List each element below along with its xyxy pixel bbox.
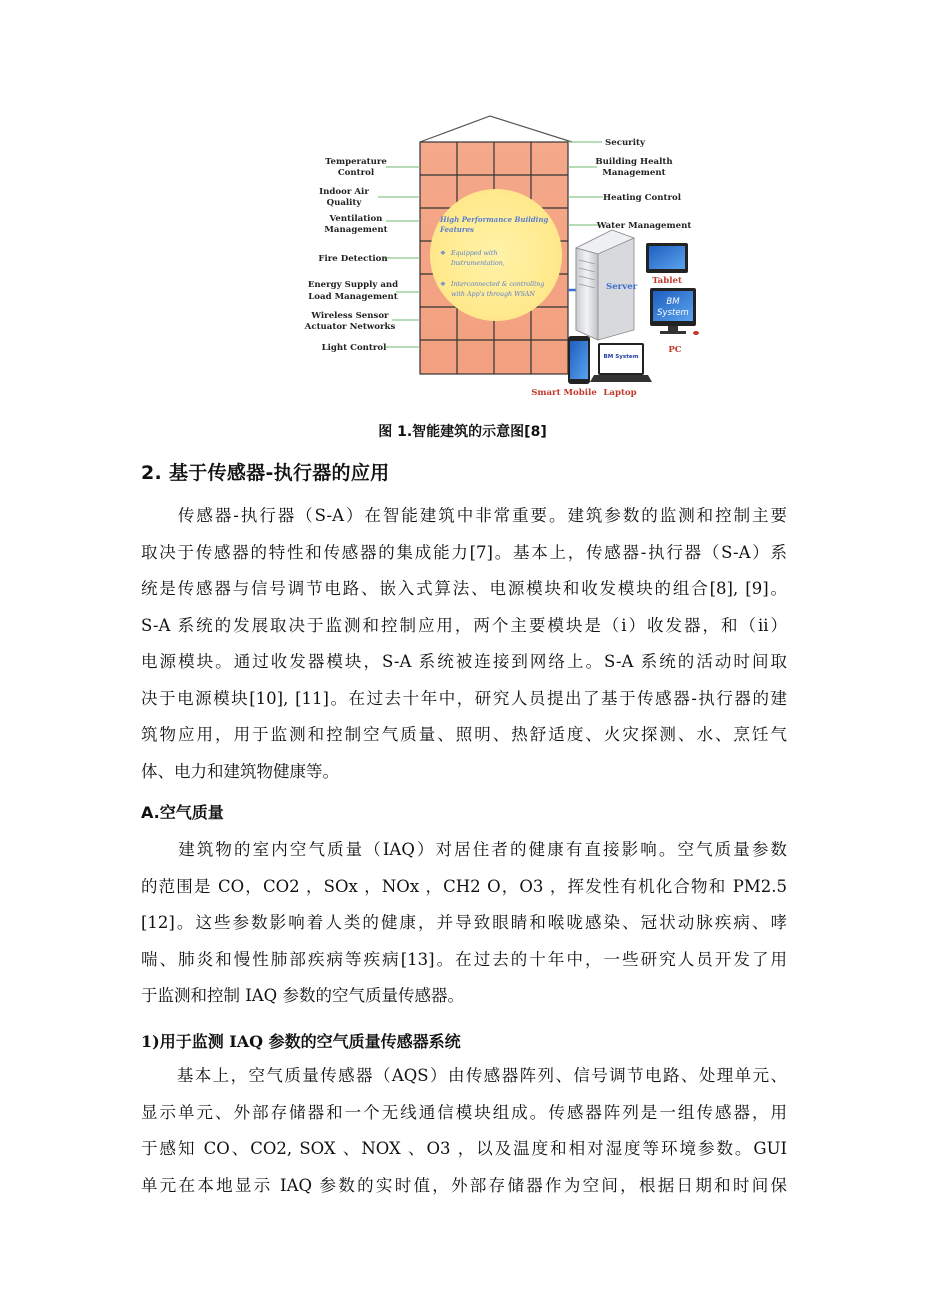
circle-title-1: High Performance Building <box>440 215 549 224</box>
label-pc: PC <box>668 345 682 355</box>
text-line: S-A 系统的发展取决于监测和控制应用，两个主要模块是（i）收发器，和（ii） <box>141 615 787 635</box>
label-fire-detection: Fire Detection <box>318 254 388 264</box>
text-line: 取决于传感器的特性和传感器的集成能力[7]。基本上，传感器-执行器（S-A）系 <box>141 542 787 562</box>
circle-bullet-2a: Interconnected & controlling <box>451 281 545 288</box>
section-title: 2. 基于传感器-执行器的应用 <box>141 462 390 484</box>
right-connectors <box>568 142 603 225</box>
text-line: 传感器-执行器（S-A）在智能建筑中非常重要。建筑参数的监测和控制主要 <box>141 506 787 525</box>
label-security: Security <box>605 138 645 148</box>
pc-screen-line-2: System <box>657 308 689 318</box>
text-line: [12]。这些参数影响着人类的健康，并导致眼睛和喉咙感染、冠状动脉疾病、哮 <box>141 913 787 932</box>
pc-screen-line-1: BM <box>666 297 680 307</box>
text-line: 建筑物的室内空气质量（IAQ）对居住者的健康有直接影响。空气质量参数 <box>141 840 787 859</box>
circle-bullet-1a: Equipped with <box>451 250 498 257</box>
subsection-air-quality: A.空气质量 <box>141 803 224 822</box>
label-wsan-1: Wireless Sensor <box>311 311 389 321</box>
text-line: 筑物应用，用于监测和控制空气质量、照明、热舒适度、火灾探测、水、烹饪气 <box>141 725 787 744</box>
laptop-icon <box>590 343 652 398</box>
label-tablet: Tablet <box>652 276 682 286</box>
label-server: Server <box>606 282 638 292</box>
paragraph-sa-intro <box>141 498 787 790</box>
text-line: 显示单元、外部存储器和一个无线通信模块组成。传感器阵列是一组传感器，用 <box>141 1102 787 1122</box>
text-line: 基本上，空气质量传感器（AQS）由传感器阵列、信号调节电路、处理单元、 <box>141 1066 787 1085</box>
roof-outline <box>420 116 572 142</box>
text-line: 单元在本地显示 IAQ 参数的实时值，外部存储器作为空间，根据日期和时间保 <box>141 1175 787 1195</box>
text-line: 电源模块。通过收发器模块，S-A 系统被连接到网络上。S-A 系统的活动时间取 <box>141 652 787 671</box>
label-building-health-1: Building Health <box>595 157 673 167</box>
label-building-health-2: Management <box>602 168 666 178</box>
text-line: 喘、肺炎和慢性肺部疾病等疾病[13]。在过去的十年中，一些研究人员开发了用 <box>141 949 787 969</box>
text-line: 体、电力和建筑物健康等。 <box>141 761 339 781</box>
pc-monitor-icon <box>650 288 699 355</box>
laptop-screen-text: BM System <box>603 354 639 360</box>
circle-bullet-1b: Instrumentation, <box>451 260 505 267</box>
paragraph-aqs <box>141 1058 787 1204</box>
text-line: 决于电源模块[10], [11]。在过去十年中，研究人员提出了基于传感器-执行器的建 <box>141 688 787 708</box>
label-laptop: Laptop <box>603 388 637 398</box>
label-ventilation-2: Management <box>324 225 388 235</box>
label-temperature-control-2: Control <box>337 168 375 178</box>
label-energy-supply-1: Energy Supply and <box>307 280 399 290</box>
label-wsan-2: Actuator Networks <box>304 322 396 332</box>
tablet-icon <box>646 243 688 286</box>
label-indoor-air-2: Quality <box>326 198 362 208</box>
server-icon <box>576 230 638 340</box>
text-line: 于监测和控制 IAQ 参数的空气质量传感器。 <box>141 986 464 1005</box>
circle-bullet-2b: with App's through WSAN <box>451 291 535 298</box>
circle-title-2: Features <box>440 225 474 234</box>
label-ventilation-1: Ventilation <box>329 214 383 224</box>
label-water-management: Water Management <box>596 221 692 231</box>
label-temperature-control-1: Temperature <box>325 157 387 167</box>
smart-building-figure <box>300 108 720 408</box>
label-energy-supply-2: Load Management <box>308 292 398 302</box>
text-line: 的范围是 CO，CO2 ，SOx ，NOx ，CH2 O，O3 ，挥发性有机化合物和 PM2.5 <box>141 876 787 896</box>
features-circle <box>430 189 562 321</box>
svg-text:❖: ❖ <box>440 280 446 288</box>
label-smart-mobile: Smart Mobile <box>531 388 597 398</box>
label-indoor-air-1: Indoor Air <box>319 187 369 197</box>
label-heating-control: Heating Control <box>603 193 681 203</box>
figure-caption: 图 1.智能建筑的示意图[8] <box>378 424 547 440</box>
text-line: 于感知 CO、CO2, SOX 、NOX 、O3 ，以及温度和相对湿度等环境参数。GUI <box>141 1139 787 1158</box>
svg-text:❖: ❖ <box>440 249 446 257</box>
text-line: 统是传感器与信号调节电路、嵌入式算法、电源模块和收发模块的组合[8], [9]。 <box>141 579 787 598</box>
subsection-aqs-system: 1)用于监测 IAQ 参数的空气质量传感器系统 <box>141 1032 461 1051</box>
paragraph-iaq <box>141 832 787 1015</box>
label-light-control: Light Control <box>321 343 387 353</box>
